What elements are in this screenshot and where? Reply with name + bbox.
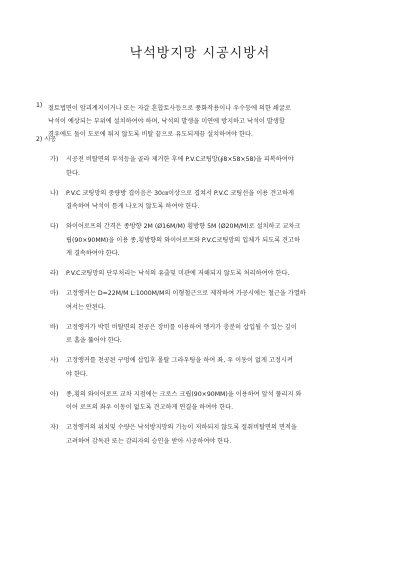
intro-paragraph xyxy=(36,102,376,141)
list-item xyxy=(50,153,380,180)
section-heading xyxy=(36,134,56,143)
item-line: P.V.C 코팅망의 중량방 겹이음은 30㎝이상으로 겹쳐서 P.V.C 코팅선을 이용 견고하게 xyxy=(66,189,295,197)
item-marker: 라) xyxy=(50,270,59,277)
item-marker: 바) xyxy=(50,323,59,331)
list-item xyxy=(50,388,380,415)
item-line: 여서는 안된다. xyxy=(66,303,106,311)
item-text xyxy=(66,153,380,180)
item-line: 립(90×90MM)을 이용 종,횡방향의 와이어로프와 P.V.C코팅망의 입체가 되도록 견고하 xyxy=(66,236,300,244)
intro-line: 낙석이 예상되는 부위에 설치하여야 하며, 낙석의 발생을 미연에 방지하고 낙석이 발생할 xyxy=(48,118,285,125)
item-text xyxy=(66,220,380,261)
list-item xyxy=(50,321,380,348)
item-marker: 다) xyxy=(50,223,59,230)
document-title: 낙석방지망 시공시방서 xyxy=(129,46,271,61)
list-item xyxy=(50,354,380,381)
item-text xyxy=(66,321,380,348)
item-line: 종,횡의 와이어로프 교차 지점에는 크로스 크립(90×90MM)을 이용하여 앞석 풀리지 와 xyxy=(66,390,302,398)
list-item xyxy=(50,287,380,314)
item-line: P.V.C코팅망의 단부처리는 낙석의 유출및 미관에 저해되지 않도록 처리하여야 한다. xyxy=(66,270,290,277)
item-line: 고정앵커를 천공된 구멍에 삽입후 몰탈 그라우팅을 하여 좌, 우 이동이 없게 고정시켜 xyxy=(66,357,293,364)
item-line: 로 홈을 뚫어야 한다. xyxy=(66,337,122,344)
item-marker: 가) xyxy=(50,156,59,163)
item-line: 시공전 비탈면의 부석등을 골라 제거한 후에 P.V.C코팅망(∮8×58×58)을 피복하여야 xyxy=(66,156,294,163)
item-line: 고정앵커가 박힌 비탈면의 천공은 장비를 이용하여 앵커가 충분히 삽입될 수 있는 깊이 xyxy=(66,323,297,331)
item-line: 결속하여 낙석이 틈게 나오지 않도록 하여야 한다. xyxy=(66,203,200,210)
item-line: 이어 로프의 좌우 이동이 없도록 견고하게 연결을 하여야 한다. xyxy=(66,404,234,411)
list-item xyxy=(50,187,380,214)
intro-line: 경우에도 돌이 도로에 튀지 않도록 비탈 끝으로 유도되게끔 설치하여야 한다. xyxy=(48,131,253,138)
item-line: 고정앵커의 위치및 수량은 낙석방지망의 기능이 저하되지 않도록 절취비탈면의 면적을 xyxy=(66,424,297,431)
section-number: 2) xyxy=(36,136,43,143)
item-line: 와이어로프의 간격은 종방향 2M (Ø16M/M) 횡방향 5M (Ø20M/M)로 설치하고 교차크 xyxy=(66,223,301,230)
item-line: 한다. xyxy=(66,169,80,177)
item-text xyxy=(66,187,380,214)
item-marker: 자) xyxy=(50,424,59,431)
item-marker: 아) xyxy=(50,390,59,398)
item-line: 고려하여 감독관 또는 감리자의 승인을 받아 시공하여야 한다. xyxy=(66,437,232,445)
item-text xyxy=(66,388,380,415)
list-item xyxy=(50,421,380,448)
item-text xyxy=(66,287,380,314)
item-line: 고정앵커는 D=22M/M L:1000M/M의 이형철근으로 제작하여 가공시에는 철근을 가열하 xyxy=(66,290,306,297)
intro-number: 1) xyxy=(36,102,43,109)
construction-item-list xyxy=(50,153,380,455)
item-line: 게 결속하여야 한다. xyxy=(66,250,120,257)
item-marker: 나) xyxy=(50,189,59,197)
list-item xyxy=(50,220,380,261)
section-label: 시공 xyxy=(44,136,57,143)
item-text xyxy=(66,354,380,381)
item-text xyxy=(66,421,380,448)
item-marker: 사) xyxy=(50,357,59,364)
intro-body xyxy=(48,102,376,141)
item-text xyxy=(66,267,380,281)
list-item xyxy=(50,267,380,281)
item-line: 야 한다. xyxy=(66,370,88,378)
intro-line: 절토법면이 암괴계지이거나 또는 자갈 혼합토사등으로 풍화작용이나 우수등에 의한 쇄굴로 xyxy=(48,105,291,112)
item-marker: 마) xyxy=(50,290,59,297)
